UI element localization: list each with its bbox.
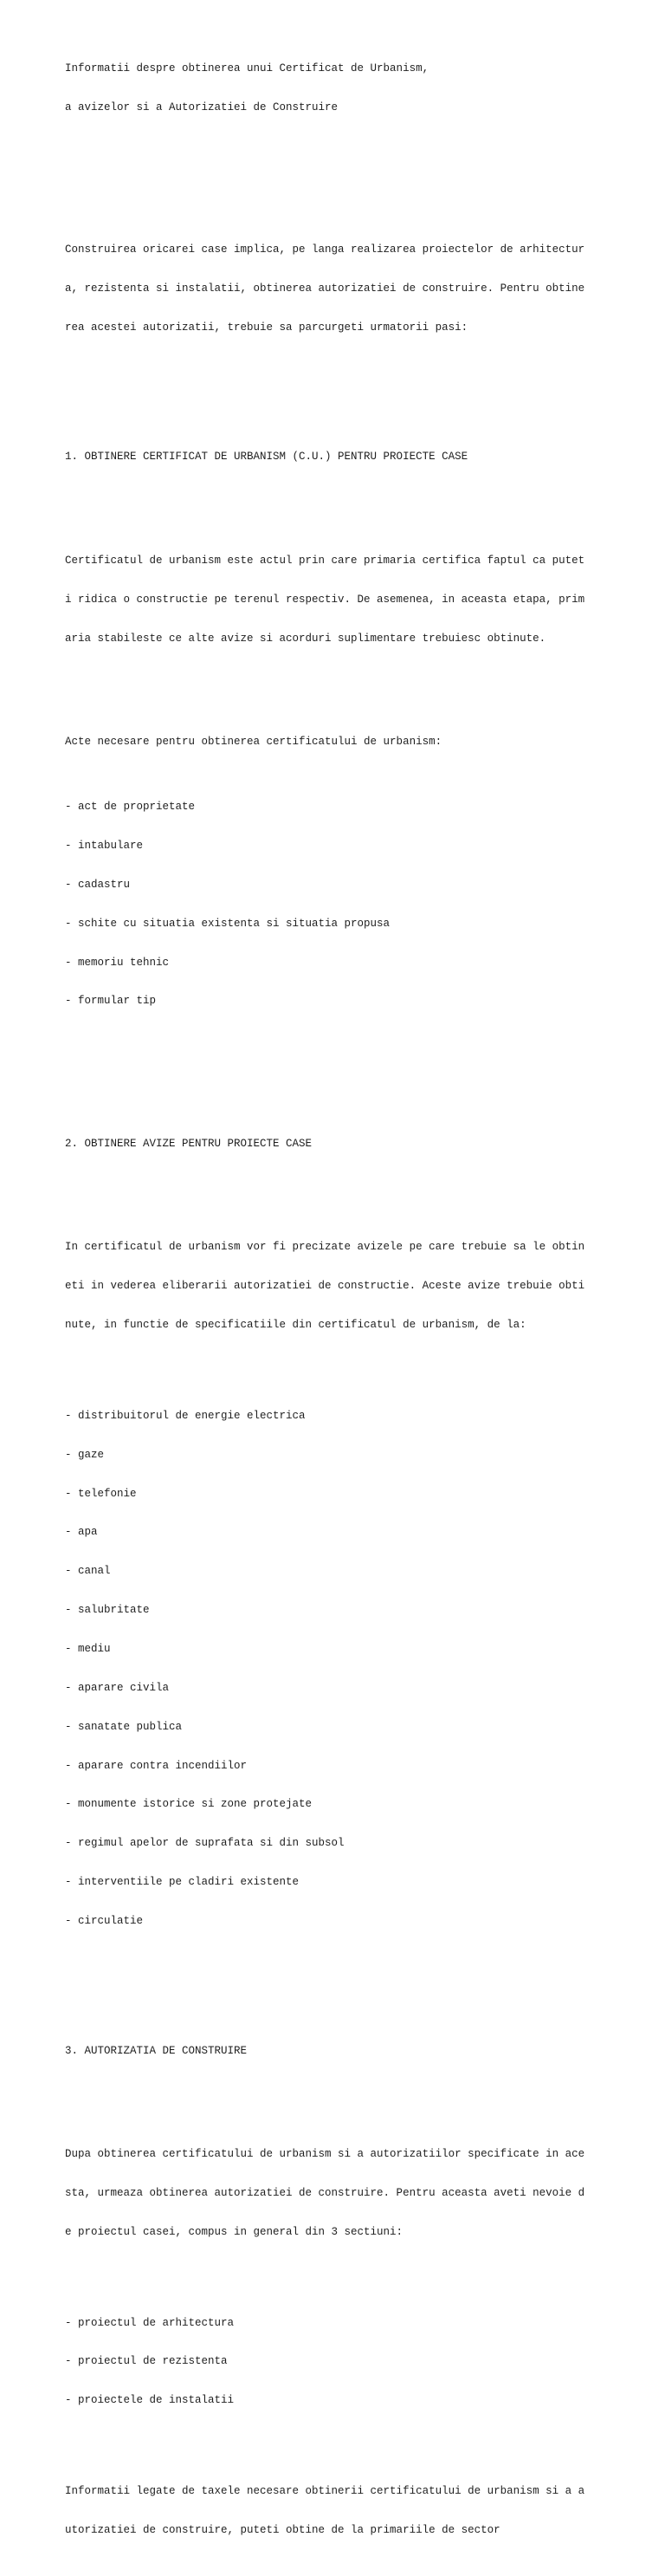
list-item: - sanatate publica bbox=[65, 1720, 183, 1733]
text-line: eti in vederea eliberarii autorizatiei de constructie. Aceste avize trebuie obti bbox=[65, 1280, 585, 1293]
section1-list-intro: Acte necesare pentru obtinerea certificatului de urbanism: bbox=[65, 736, 442, 749]
list-item: - aparare contra incendiilor bbox=[65, 1759, 248, 1772]
text-line: nute, in functie de specificatiile din certificatul de urbanism, de la: bbox=[65, 1319, 526, 1332]
title-line: a avizelor si a Autorizatiei de Construire bbox=[65, 101, 339, 114]
section1-list bbox=[65, 775, 654, 1034]
list-item: - mediu bbox=[65, 1643, 111, 1655]
text-line: e proiectul casei, compus in general din 3 sectiuni: bbox=[65, 2225, 404, 2238]
list-item: - monumente istorice si zone protejate bbox=[65, 1798, 313, 1811]
list-item: - intabulare bbox=[65, 839, 144, 852]
list-item: - memoriu tehnic bbox=[65, 956, 170, 969]
text-line: Certificatul de urbanism este actul prin care primaria certifica faptul ca putet bbox=[65, 554, 585, 567]
text-line: rea acestei autorizatii, trebuie sa parcurgeti urmatorii pasi: bbox=[65, 321, 468, 334]
list-item: - regimul apelor de suprafata si din subsol bbox=[65, 1837, 345, 1850]
list-item: - act de proprietate bbox=[65, 801, 196, 814]
list-item: - distribuitorul de energie electrica bbox=[65, 1409, 306, 1422]
list-item: - proiectul de arhitectura bbox=[65, 2316, 235, 2329]
section2-paragraph bbox=[65, 1216, 654, 1358]
list-item: - proiectul de rezistenta bbox=[65, 2355, 228, 2368]
list-item: - salubritate bbox=[65, 1604, 150, 1617]
text-line: utorizatiei de construire, puteti obtine de la primariile de sector bbox=[65, 2523, 500, 2536]
document-title bbox=[65, 36, 654, 140]
list-item: - canal bbox=[65, 1565, 111, 1578]
document-body bbox=[65, 10, 654, 2576]
list-item: - telefonie bbox=[65, 1487, 137, 1500]
section3-paragraph bbox=[65, 2122, 654, 2264]
text-line: Dupa obtinerea certificatului de urbanism si a autorizatiilor specificate in ace bbox=[65, 2148, 585, 2161]
list-item: - proiectele de instalatii bbox=[65, 2394, 235, 2407]
section3-list bbox=[65, 2291, 654, 2433]
list-item: - apa bbox=[65, 1526, 98, 1539]
list-item: - interventiile pe cladiri existente bbox=[65, 1876, 300, 1889]
closing-paragraph bbox=[65, 2459, 654, 2563]
text-line: a, rezistenta si instalatii, obtinerea autorizatiei de construire. Pentru obtine bbox=[65, 282, 585, 295]
section1-heading: 1. OBTINERE CERTIFICAT DE URBANISM (C.U.) PENTRU PROIECTE CASE bbox=[65, 451, 468, 464]
text-line: i ridica o constructie pe terenul respectiv. De asemenea, in aceasta etapa, prim bbox=[65, 593, 585, 606]
text-line: In certificatul de urbanism vor fi precizate avizele pe care trebuie sa le obtin bbox=[65, 1241, 585, 1254]
section2-heading: 2. OBTINERE AVIZE PENTRU PROIECTE CASE bbox=[65, 1137, 313, 1150]
list-item: - formular tip bbox=[65, 995, 157, 1008]
section3-heading: 3. AUTORIZATIA DE CONSTRUIRE bbox=[65, 2044, 248, 2057]
list-item: - aparare civila bbox=[65, 1681, 170, 1694]
list-item: - circulatie bbox=[65, 1915, 144, 1928]
title-line: Informatii despre obtinerea unui Certificat de Urbanism, bbox=[65, 62, 429, 75]
list-item: - schite cu situatia existenta si situatia propusa bbox=[65, 917, 391, 930]
intro-paragraph bbox=[65, 217, 654, 360]
text-line: Informatii legate de taxele necesare obtinerii certificatului de urbanism si a a bbox=[65, 2484, 585, 2497]
list-item: - gaze bbox=[65, 1448, 105, 1461]
text-line: aria stabileste ce alte avize si acorduri suplimentare trebuiesc obtinute. bbox=[65, 632, 546, 645]
list-item: - cadastru bbox=[65, 878, 131, 891]
section2-list bbox=[65, 1384, 654, 1954]
section1-paragraph bbox=[65, 529, 654, 671]
text-line: Construirea oricarei case implica, pe langa realizarea proiectelor de arhitectur bbox=[65, 243, 585, 256]
text-line: sta, urmeaza obtinerea autorizatiei de construire. Pentru aceasta aveti nevoie d bbox=[65, 2187, 585, 2199]
